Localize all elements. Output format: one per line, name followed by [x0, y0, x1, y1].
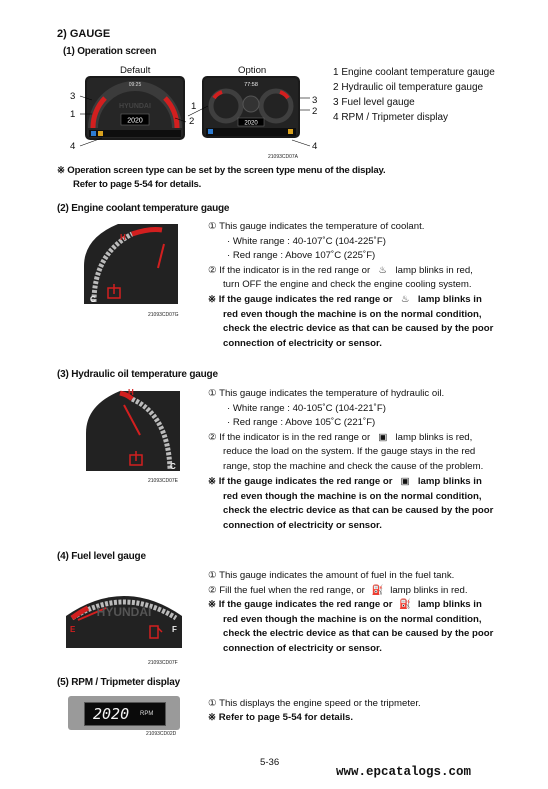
- default-screen-brand: HYUNDAI: [119, 103, 151, 110]
- fuel-image-code: 21093CD07F: [148, 660, 178, 666]
- rpm-display-screen: [84, 702, 166, 726]
- operation-note-1: ※ Operation screen type can be set by the screen type menu of the display.: [57, 165, 386, 176]
- fuel-warning-lamp-icon: ⛽: [399, 599, 412, 610]
- callout-4-option: 4: [312, 141, 318, 152]
- coolant-description: [208, 220, 508, 293]
- fuel-warning-1a: ※ If the gauge indicates the red range or: [208, 599, 393, 610]
- fuel-warning-3: check the electric device as that can be caused by the poor: [223, 628, 494, 640]
- rpm-image-code: 21093CD02D: [146, 731, 177, 737]
- coolant-image-code: 21093CD07G: [148, 312, 179, 318]
- fuel-description: [208, 569, 508, 598]
- coolant-lamp-icon: ♨: [378, 264, 388, 276]
- coolant-line-4a: ② If the indicator is in the red range or: [208, 264, 371, 276]
- hydraulic-warning-1b: lamp blinks in: [417, 476, 482, 487]
- hydraulic-red-range: · Red range : Above 105˚C (221˚F): [227, 417, 376, 429]
- coolant-white-range: · White range : 40-107˚C (104-225˚F): [227, 235, 386, 247]
- callout-2-option: 2: [312, 106, 318, 117]
- coolant-warning-1b: lamp blinks in: [417, 294, 482, 305]
- rpm-line-1: ① This displays the engine speed or the tripmeter.: [208, 698, 421, 709]
- footer-url[interactable]: www.epcatalogs.com: [336, 765, 472, 779]
- coolant-red-range: · Red range : Above 107˚C (225˚F): [227, 250, 376, 262]
- coolant-warning-2: red even though the machine is on the normal condition,: [223, 308, 482, 320]
- hydraulic-warning-1a: ※ If the gauge indicates the red range or: [208, 476, 393, 487]
- hydraulic-hot-label: H: [128, 388, 134, 397]
- fuel-warning-4: connection of electricity or sensor.: [223, 642, 382, 654]
- hydraulic-warning-3: check the electric device as that can be caused by the poor: [223, 505, 494, 517]
- legend-item-3: 3 Fuel level gauge: [333, 97, 415, 108]
- option-label: Option: [238, 65, 267, 76]
- fuel-line-2b: lamp blinks in red.: [390, 584, 468, 596]
- callout-2-default: 2: [189, 116, 195, 127]
- coolant-warning-4: connection of electricity or sensor.: [223, 337, 382, 349]
- coolant-warning-lamp-icon: ♨: [400, 294, 410, 305]
- fuel-warning-1b: lamp blinks in: [417, 599, 482, 610]
- callout-3-default: 3: [70, 91, 76, 102]
- operation-note-2: Refer to page 5-54 for details.: [73, 179, 202, 190]
- option-screen-rpm: 2020: [244, 120, 258, 127]
- fuel-warning-2: red even though the machine is on the normal condition,: [223, 613, 482, 625]
- operation-legend: [333, 65, 495, 125]
- callout-4-default: 4: [70, 141, 76, 152]
- hydraulic-image-code: 21093CD07E: [148, 478, 179, 484]
- section-title: 2) GAUGE: [57, 28, 111, 40]
- hydraulic-warning-lamp-icon: ▣: [400, 476, 410, 487]
- fuel-line-2a: ② Fill the fuel when the red range, or: [208, 584, 365, 596]
- hydraulic-cold-label: C: [170, 462, 176, 471]
- operation-screen-heading: (1) Operation screen: [63, 46, 157, 57]
- legend-item-2: 2 Hydraulic oil temperature gauge: [333, 82, 484, 93]
- default-screen-time: 09:25: [128, 82, 142, 88]
- fuel-full-label: F: [172, 625, 177, 634]
- fuel-warning: [208, 598, 508, 656]
- hydraulic-line-6: range, stop the machine and check the cause of the problem.: [223, 460, 484, 472]
- default-screen-rpm: 2020: [127, 117, 143, 125]
- default-label: Default: [120, 65, 151, 76]
- hydraulic-line-4a: ② If the indicator is in the red range or: [208, 431, 371, 443]
- coolant-line-5: turn OFF the engine and check the engine cooling system.: [223, 279, 472, 291]
- coolant-line-1: ① This gauge indicates the temperature of coolant.: [208, 221, 425, 232]
- rpm-line-2: ※ Refer to page 5-54 for details.: [208, 712, 354, 723]
- hydraulic-white-range: · White range : 40-105˚C (104-221˚F): [227, 402, 386, 414]
- coolant-warning: [208, 293, 508, 351]
- hydraulic-warning-4: connection of electricity or sensor.: [223, 519, 382, 531]
- callout-1-option: 1: [191, 101, 197, 112]
- rpm-display-value: 2020: [93, 705, 130, 723]
- legend-item-4: 4 RPM / Tripmeter display: [333, 112, 449, 123]
- fuel-brand: HYUNDAI: [96, 605, 152, 619]
- coolant-cold-label: C: [90, 295, 96, 304]
- rpm-display-image: [68, 696, 180, 730]
- coolant-gauge-image: [80, 218, 184, 308]
- hydraulic-heading: (3) Hydraulic oil temperature gauge: [57, 369, 218, 380]
- hydraulic-line-1: ① This gauge indicates the temperature of hydraulic oil.: [208, 388, 445, 399]
- hydraulic-line-5: reduce the load on the system. If the gauge stays in the red: [223, 446, 476, 458]
- page-number: 5-36: [260, 757, 280, 768]
- fuel-empty-label: E: [70, 625, 76, 634]
- fuel-heading: (4) Fuel level gauge: [57, 551, 146, 562]
- coolant-warning-3: check the electric device as that can be caused by the poor: [223, 323, 494, 335]
- fuel-gauge-image: [62, 582, 186, 652]
- fuel-line-1: ① This gauge indicates the amount of fuel in the fuel tank.: [208, 570, 455, 581]
- hydraulic-warning: [208, 475, 508, 533]
- callout-3-option: 3: [312, 95, 318, 106]
- fuel-lamp-icon: ⛽: [371, 584, 384, 596]
- option-screen-time: 77:58: [244, 82, 258, 88]
- operation-image-code: 21093CD07A: [268, 154, 299, 160]
- hydraulic-lamp-icon: ▣: [378, 431, 388, 443]
- coolant-heading: (2) Engine coolant temperature gauge: [57, 203, 230, 214]
- coolant-warning-1a: ※ If the gauge indicates the red range or: [208, 294, 393, 305]
- coolant-line-4b: lamp blinks in red,: [395, 264, 473, 276]
- hydraulic-warning-2: red even though the machine is on the normal condition,: [223, 490, 482, 502]
- callout-1-default: 1: [70, 109, 76, 120]
- rpm-heading: (5) RPM / Tripmeter display: [57, 677, 180, 688]
- coolant-hot-label: H: [120, 233, 126, 242]
- hydraulic-gauge-image: [82, 385, 186, 475]
- hydraulic-description: [208, 387, 508, 475]
- rpm-display-unit: RPM: [140, 711, 154, 717]
- legend-item-1: 1 Engine coolant temperature gauge: [333, 67, 495, 78]
- hydraulic-line-4b: lamp blinks is red,: [395, 431, 473, 443]
